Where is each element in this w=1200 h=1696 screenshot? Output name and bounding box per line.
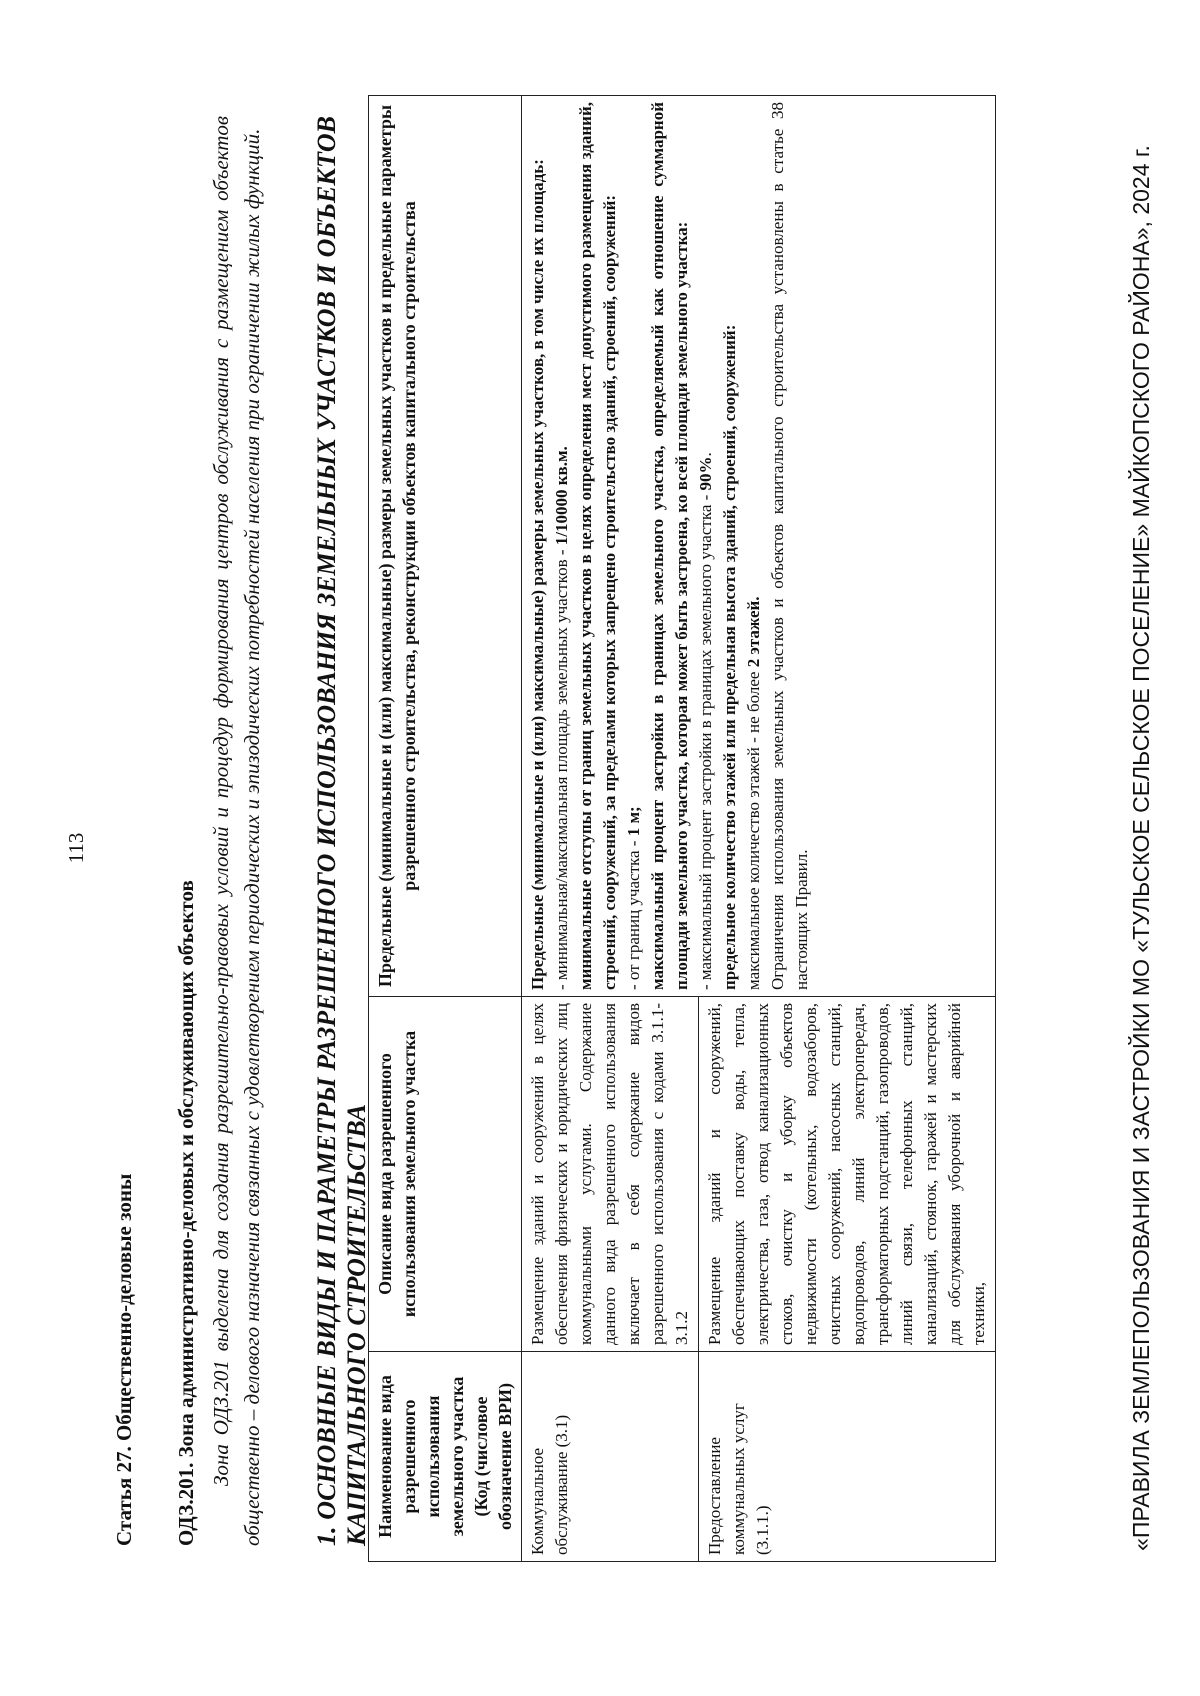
param-floors [742,102,766,990]
parameters-cell [522,96,996,997]
param-plot-area-value: 1/10000 кв.м. [552,446,571,546]
param-coverage-label: - максимальный процент застройки в границах земельного участка - [696,494,715,990]
article-title: Статья 27. Общественно-деловые зоны [112,1173,136,1546]
param-plot-area [550,102,574,990]
param-coverage-heading: максимальный процент застройки в границах земельного участка, определяемый как отношение суммарной площади земельного участка, которая может быть застроена, ко всей площади земельного участка: [648,102,691,990]
param-plot-size-heading: Предельные (минимальные и (или) максимальные) размеры земельных участков, в том числе их площадь: [528,159,547,990]
param-restrictions: Ограничения использования земельных участков и объектов капитального строительства установлены в статье 38 настоящих Правил. [768,102,811,990]
param-setback-boundary [622,102,646,990]
param-floors-label: максимальное количество этажей - не более [744,671,763,990]
section-heading: 1. ОСНОВНЫЕ ВИДЫ И ПАРАМЕТРЫ РАЗРЕШЕННОГО ИСПОЛЬЗОВАНИЯ ЗЕМЕЛЬНЫХ УЧАСТКОВ И ОБЪЕКТОВ КАПИТАЛЬНОГО СТРОИТЕЛЬСТВА [312,116,371,1546]
use-type-name: Предоставление коммунальных услуг (3.1.1.) [699,1352,996,1562]
use-type-description: Размещение зданий и сооружений, обеспечивающих поставку воды, тепла, электричества, газа, отвод канализационных стоков, очистку и уборку объектов недвижимости (котельных, водозаборов, очистных сооружений, насосных станций, водопроводов, линий электропередач, трансформаторных подстанций, газопроводов, линий связи, телефонных станций, канализаций, стоянок, гаражей и мастерских для обслуживания уборочной и аварийной техники, [699,997,996,1352]
param-setback-value: 1 м; [624,806,643,837]
header-parameters: Предельные (минимальные и (или) максимальные) размеры земельных участков и предельные параметры разрешенного строительства, реконструкции объектов капитального строительства [369,96,522,997]
table-row [522,96,699,1562]
param-coverage-value: 90% [696,456,715,491]
param-coverage [694,102,718,990]
zone-description: Зона ОДЗ.201 выделена для создания разрешительно-правовых условий и процедур формирования центров обслуживания с размещением объектов общественно – делового назначения связанных с удовлетворением периодических и эпизодических потребностей населения при ограничении жилых функций. [209,116,264,1546]
header-use-type-name: Наименование вида разрешенного использования земельного участка (Код (числовое обозначение ВРИ) [369,1352,522,1562]
header-use-type-description: Описание вида разрешенного использования земельного участка [369,997,522,1352]
page-number: 113 [64,832,88,864]
zone-title: ОДЗ.201. Зона административно-деловых и обслуживающих объектов [174,880,198,1546]
page-footer: «ПРАВИЛА ЗЕМЛЕПОЛЬЗОВАНИЯ И ЗАСТРОЙКИ МО «ТУЛЬСКОЕ СЕЛЬСКОЕ ПОСЕЛЕНИЕ» МАЙКОПСКОГО РАЙОНА», 2024 г. [1128,145,1154,1551]
table-header-row [369,96,522,1562]
use-type-description: Размещение зданий и сооружений в целях обеспечения физических и юридических лиц коммунальными услугами. Содержание данного вида разрешенного использования включает в себя содержание видов разрешенного использования с кодами 3.1.1-3.1.2 [522,997,699,1352]
land-use-table [368,95,996,1562]
param-floors-value: 2 этажей. [744,596,763,668]
param-setbacks-heading: минимальные отступы от границ земельных участков в целях определения мест допустимого размещения зданий, строений, сооружений, за пределами которых запрещено строительство зданий, строений, сооружений: [576,102,619,990]
param-setback-label: - от границ участка - [624,840,643,990]
param-plot-area-label: - минимальная/максимальная площадь земельных участков - [552,549,571,990]
param-coverage-suffix: . [696,452,715,457]
use-type-name: Коммунальное обслуживание (3.1) [522,1352,699,1562]
param-floors-heading: предельное количество этажей или предельная высота зданий, строений, сооружений: [720,324,739,990]
